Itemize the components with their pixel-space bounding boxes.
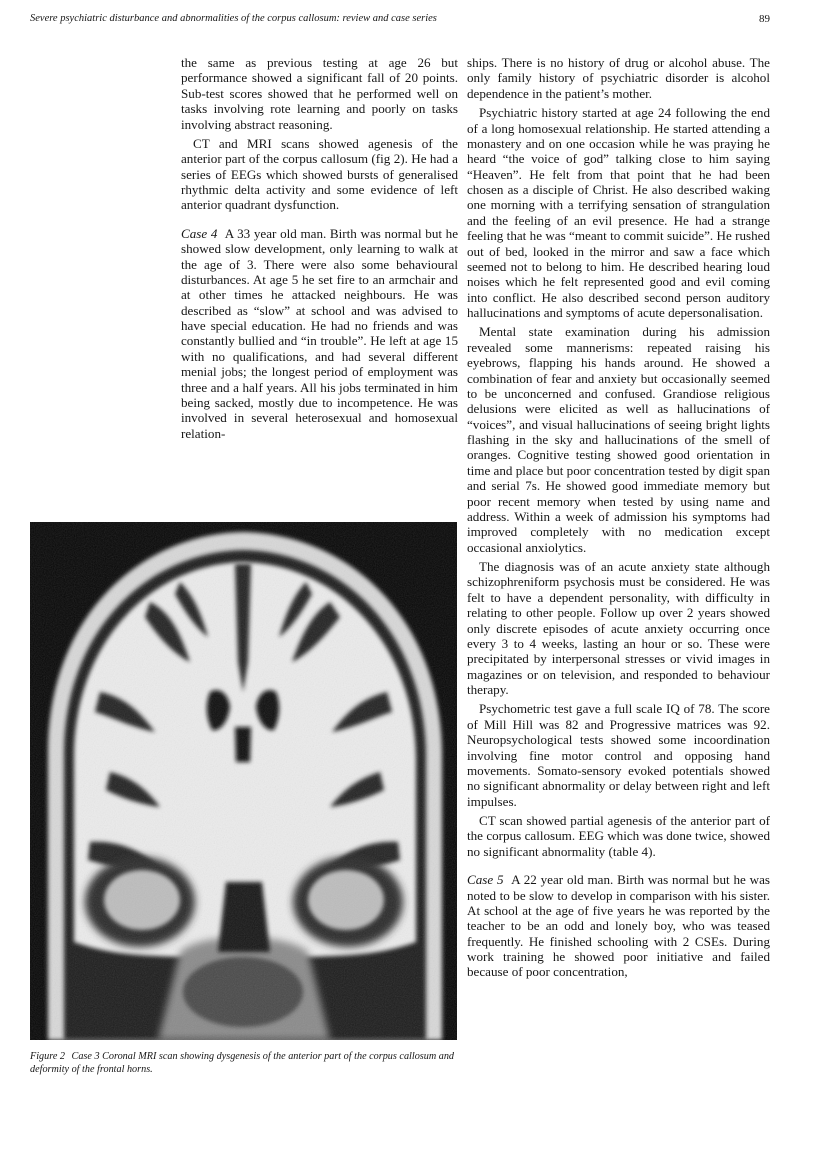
case-text: A 33 year old man. Birth was normal but he showed slow development, only learning to walk at the age of 3. There were also some behavioural disturbances. At age 5 he set fire to an armchair and at other times he attacked neighbours. He was described as “slow” at school and was advised to have special education. He had no friends and was constantly bullied and “in trouble”. He left at age 15 with no qualifications, and had several different menial jobs; the longest period of employment was three and a half years. All his jobs terminated in him being sacked, mostly due to incompetence. He was involved in several heterosexual and homosexual relation-: [181, 225, 459, 441]
case-paragraph: [467, 872, 770, 980]
case-text: A 22 year old man. Birth was normal but he was noted to be slow to develop in comparison with his sister. At school at the age of five years he was reported by the teacher to be an odd and lonely boy, who was teased frequently. He finished schooling with 2 CSEs. During work training he showed poor initiative and failed because of poor concentration,: [467, 872, 770, 980]
left-column: [181, 55, 458, 441]
mri-scan-figure: [30, 522, 457, 1040]
figure-label: Figure 2: [30, 1051, 65, 1062]
paragraph: Psychiatric history started at age 24 following the end of a long homosexual relationship. He started attending a monastery and on one occasion while he was praying he heard “the voice of god” talking close to him saying “Heaven”. He felt from that point that he had been chosen as a disciple of Christ. He also described waking one morning with a terrifying sensation of strangulation and the feeling of an evil presence. He had a strange feeling that he was “meant to commit suicide”. He rushed out of bed, looked in the mirror and saw a face which seemed not to belong to him. He described hearing loud noises which he felt represented good and evil coming into conflict. He also described second person auditory hallucinations and symptoms of acute depersonalisation.: [467, 105, 770, 320]
paragraph: CT and MRI scans showed agenesis of the anterior part of the corpus callosum (fig 2). He had a series of EEGs which showed bursts of generalised rhythmic delta activity and some evidence of left anterior quadrant dysfunction.: [181, 135, 458, 213]
paragraph: The diagnosis was of an acute anxiety state although schizophreniform psychosis must be considered. He was felt to have a dependent personality, with difficulty in relating to other people. Follow up over 2 years showed only discrete episodes of acute anxiety occurring once every 3 to 4 weeks, lasting an hour or so. These were precipitated by interpersonal stresses or vivid images in magazines or on television, and responded to behaviour therapy.: [467, 559, 770, 697]
figure-caption-text: Case 3 Coronal MRI scan showing dysgenesis of the anterior part of the corpus callosum and deformity of the frontal horns.: [30, 1051, 455, 1075]
paragraph: Psychometric test gave a full scale IQ of 78. The score of Mill Hill was 82 and Progressive matrices was 92. Neuropsychological tests showed some incoordination involving fine motor control and opposing hand movements. Somato-sensory evoked potentials showed no significant abnormality or delay between right and left impulses.: [467, 701, 770, 809]
case-paragraph: [181, 226, 458, 441]
paragraph: the same as previous testing at age 26 but performance showed a significant fall of 20 points. Sub-test scores showed that he performed well on tasks involving rote learning and poorly on tasks involving abstract reasoning.: [181, 55, 458, 132]
case-label: Case 4: [181, 225, 218, 241]
paragraph: Mental state examination during his admission revealed some mannerisms: repeated raising his eyebrows, flapping his hands around. He showed a combination of fear and anxiety but occasionally seemed to be unconcerned and confused. Grandiose religious delusions were elicited as well as hallucinations of “voices”, and visual hallucinations of seeing bright lights flashing in the sky and hallucinations of the smell of oranges. Cognitive testing showed good orientation in time and place but poor concentration tested by digit span and serial 7s. He showed good immediate memory but poor recent memory when tested by using name and address. Within a week of admission his symptoms had improved completely with no medication except occasional anxiolytics.: [467, 324, 770, 555]
page-number: 89: [759, 13, 770, 25]
mri-scan-image: [30, 522, 457, 1040]
running-head: Severe psychiatric disturbance and abnormalities of the corpus callosum: review and case series: [30, 13, 437, 24]
paragraph: ships. There is no history of drug or alcohol abuse. The only family history of psychiatric disorder is alcohol dependence in the patient’s mother.: [467, 55, 770, 101]
right-column: [467, 55, 770, 980]
figure-caption: [30, 1050, 457, 1076]
case-label: Case 5: [467, 872, 504, 888]
paragraph: CT scan showed partial agenesis of the anterior part of the corpus callosum. EEG which was done twice, showed no significant abnormality (table 4).: [467, 813, 770, 859]
